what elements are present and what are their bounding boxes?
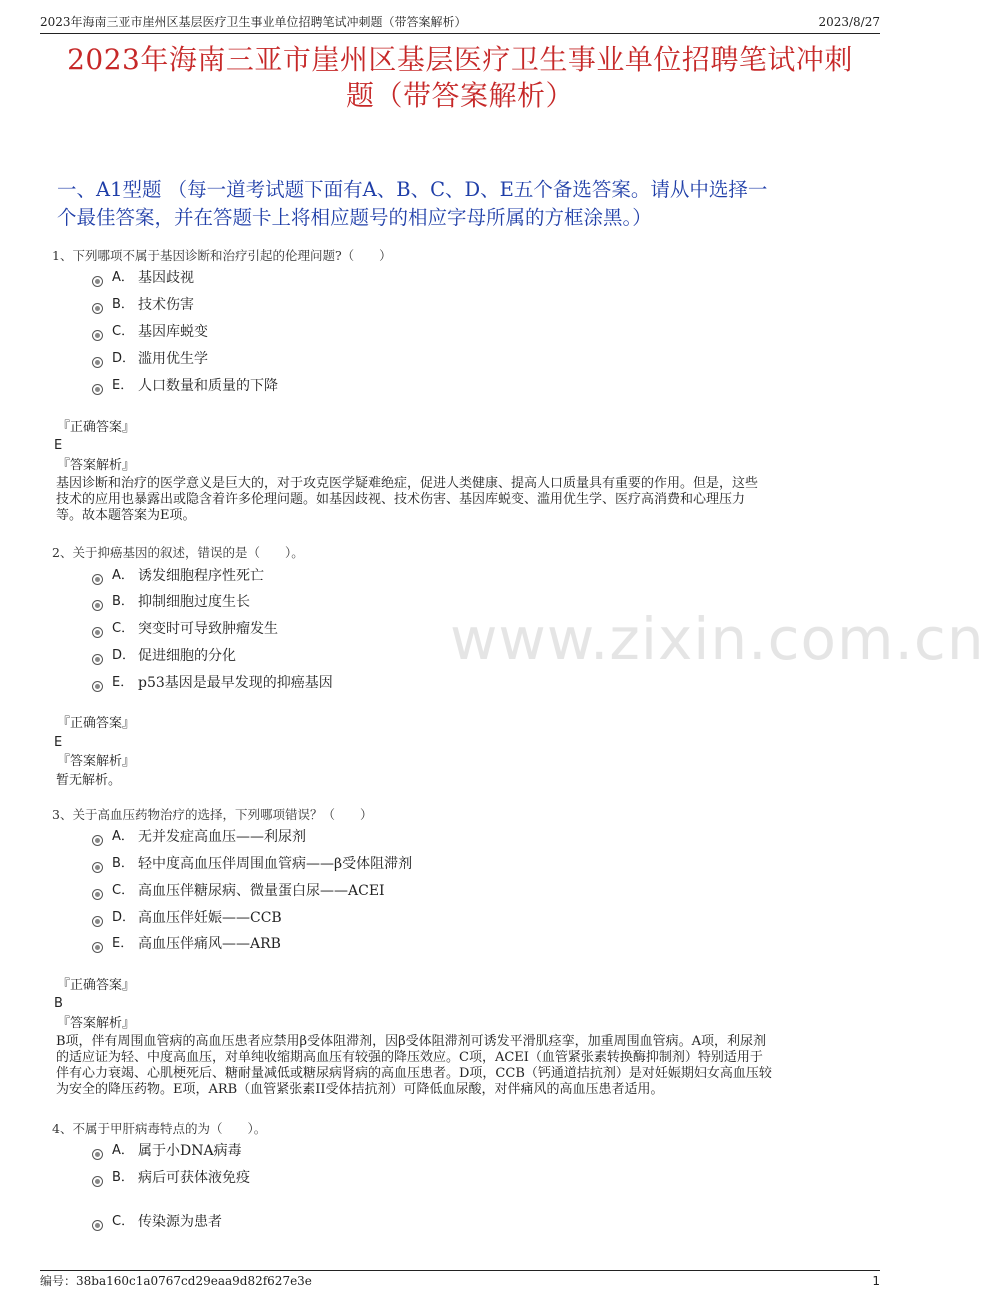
radio-icon[interactable] bbox=[92, 276, 103, 287]
option-text: 人口数量和质量的下降 bbox=[138, 378, 278, 394]
option-letter: C． bbox=[112, 1214, 135, 1229]
answer-label: 『正确答案』 bbox=[57, 716, 136, 731]
option-text: 轻中度高血压伴周围血管病——β受体阻滞剂 bbox=[138, 856, 413, 872]
option-letter: B． bbox=[112, 297, 134, 312]
option-e[interactable] bbox=[92, 673, 333, 693]
radio-icon[interactable] bbox=[92, 627, 103, 638]
option-text: p53基因是最早发现的抑癌基因 bbox=[138, 675, 333, 691]
option-letter: C． bbox=[112, 883, 135, 898]
radio-icon[interactable] bbox=[92, 330, 103, 341]
analysis-line: 伴有心力衰竭、心肌梗死后、糖耐量减低或糖尿病肾病的高血压患者。D项，CCB（钙通道拮抗剂）是对妊娠期妇女高血压较 bbox=[56, 1066, 772, 1081]
option-c[interactable] bbox=[92, 1212, 222, 1232]
radio-icon[interactable] bbox=[92, 681, 103, 692]
analysis-line: 技术的应用也暴露出或隐含着许多伦理问题。如基因歧视、技术伤害、基因库蜕变、滥用优生学、医疗高消费和心理压力 bbox=[56, 492, 746, 507]
radio-icon[interactable] bbox=[92, 357, 103, 368]
option-a[interactable] bbox=[92, 827, 306, 847]
option-text: 属于小DNA病毒 bbox=[138, 1143, 242, 1159]
option-text: 基因库蜕变 bbox=[138, 324, 208, 340]
section-heading bbox=[57, 176, 864, 232]
radio-icon[interactable] bbox=[92, 942, 103, 953]
radio-icon[interactable] bbox=[92, 600, 103, 611]
page-number: 1 bbox=[872, 1274, 880, 1288]
option-text: 促进细胞的分化 bbox=[138, 648, 236, 664]
answer-value: E bbox=[54, 438, 63, 453]
analysis-line: 暂无解析。 bbox=[56, 773, 122, 788]
radio-icon[interactable] bbox=[92, 889, 103, 900]
radio-icon[interactable] bbox=[92, 654, 103, 665]
option-letter: E． bbox=[112, 936, 134, 951]
option-text: 无并发症高血压——利尿剂 bbox=[138, 829, 306, 845]
page-footer bbox=[40, 1270, 880, 1288]
option-b[interactable] bbox=[92, 854, 412, 874]
option-text: 高血压伴糖尿病、微量蛋白尿——ACEI bbox=[138, 883, 385, 899]
section-heading-line-1: 一、A1型题 （每一道考试题下面有A、B、C、D、E五个备选答案。请从中选择一 bbox=[57, 178, 768, 201]
option-e[interactable] bbox=[92, 934, 281, 954]
radio-icon[interactable] bbox=[92, 1149, 103, 1160]
answer-value: E bbox=[54, 735, 63, 750]
option-text: 技术伤害 bbox=[138, 297, 194, 313]
option-letter: B． bbox=[112, 594, 134, 609]
question-stem: 3、关于高血压药物治疗的选择，下列哪项错误？（ ） bbox=[52, 807, 373, 822]
radio-icon[interactable] bbox=[92, 384, 103, 395]
option-c[interactable] bbox=[92, 322, 208, 342]
header-doc-title: 2023年海南三亚市崖州区基层医疗卫生事业单位招聘笔试冲刺题（带答案解析） bbox=[40, 15, 467, 29]
option-letter: A． bbox=[112, 1143, 134, 1158]
analysis-label: 『答案解析』 bbox=[57, 458, 136, 473]
radio-icon[interactable] bbox=[92, 1176, 103, 1187]
option-letter: C． bbox=[112, 621, 135, 636]
page-title-line-1: 2023年海南三亚市崖州区基层医疗卫生事业单位招聘笔试冲刺 bbox=[67, 43, 853, 76]
option-text: 抑制细胞过度生长 bbox=[138, 594, 250, 610]
option-letter: C． bbox=[112, 324, 135, 339]
answer-label: 『正确答案』 bbox=[57, 420, 136, 435]
analysis-label: 『答案解析』 bbox=[57, 1016, 136, 1031]
page-title-line-2: 题（带答案解析） bbox=[345, 79, 574, 112]
option-d[interactable] bbox=[92, 349, 208, 369]
option-text: 滥用优生学 bbox=[138, 351, 208, 367]
radio-icon[interactable] bbox=[92, 862, 103, 873]
radio-icon[interactable] bbox=[92, 303, 103, 314]
question-stem: 2、关于抑癌基因的叙述，错误的是（ ）。 bbox=[52, 545, 304, 560]
question-stem: 4、不属于甲肝病毒特点的为（ ）。 bbox=[52, 1121, 267, 1136]
option-c[interactable] bbox=[92, 881, 385, 901]
option-b[interactable] bbox=[92, 592, 250, 612]
option-text: 高血压伴痛风——ARB bbox=[138, 936, 281, 952]
analysis-label: 『答案解析』 bbox=[57, 754, 136, 769]
analysis-text bbox=[56, 476, 870, 524]
option-text: 高血压伴妊娠——CCB bbox=[138, 910, 282, 926]
option-text: 诱发细胞程序性死亡 bbox=[138, 568, 264, 584]
analysis-line: B项，伴有周围血管病的高血压患者应禁用β受体阻滞剂，因β受体阻滞剂可诱发平滑肌痉挛，加重周围血管病。A项，利尿剂 bbox=[56, 1034, 766, 1049]
header-date: 2023/8/27 bbox=[818, 15, 880, 29]
option-letter: A． bbox=[112, 568, 134, 583]
option-letter: D． bbox=[112, 910, 136, 925]
answer-label: 『正确答案』 bbox=[57, 978, 136, 993]
answer-value: B bbox=[54, 996, 63, 1011]
analysis-text bbox=[56, 1034, 870, 1098]
analysis-text bbox=[56, 773, 870, 789]
option-text: 传染源为患者 bbox=[138, 1214, 222, 1230]
option-e[interactable] bbox=[92, 376, 278, 396]
option-b[interactable] bbox=[92, 1168, 250, 1188]
option-c[interactable] bbox=[92, 619, 278, 639]
analysis-line: 基因诊断和治疗的医学意义是巨大的，对于攻克医学疑难绝症，促进人类健康、提高人口质量具有重要的作用。但是，这些 bbox=[56, 476, 759, 491]
option-letter: E． bbox=[112, 378, 134, 393]
document-id: 编号：38ba160c1a0767cd29eaa9d82f627e3e bbox=[40, 1274, 312, 1288]
option-b[interactable] bbox=[92, 295, 194, 315]
watermark: www.zixin.com.cn bbox=[450, 605, 985, 673]
option-text: 基因歧视 bbox=[138, 270, 194, 286]
option-letter: E． bbox=[112, 675, 134, 690]
radio-icon[interactable] bbox=[92, 916, 103, 927]
radio-icon[interactable] bbox=[92, 574, 103, 585]
option-d[interactable] bbox=[92, 908, 282, 928]
question-stem: 1、下列哪项不属于基因诊断和治疗引起的伦理问题?（ ） bbox=[52, 248, 392, 263]
analysis-line: 的适应证为轻、中度高血压，对单纯收缩期高血压有较强的降压效应。C项，ACEI（血管紧张素转换酶抑制剂）特别适用于 bbox=[56, 1050, 763, 1065]
option-text: 病后可获体液免疫 bbox=[138, 1170, 250, 1186]
option-letter: A． bbox=[112, 270, 134, 285]
option-a[interactable] bbox=[92, 268, 194, 288]
option-a[interactable] bbox=[92, 1141, 242, 1161]
option-letter: B． bbox=[112, 856, 134, 871]
option-letter: B． bbox=[112, 1170, 134, 1185]
radio-icon[interactable] bbox=[92, 1220, 103, 1231]
option-letter: A． bbox=[112, 829, 134, 844]
radio-icon[interactable] bbox=[92, 835, 103, 846]
option-letter: D． bbox=[112, 648, 136, 663]
option-letter: D． bbox=[112, 351, 136, 366]
analysis-line: 为安全的降压药物。E项，ARB（血管紧张素II受体拮抗剂）可降低血尿酸，对伴痛风的高血压患者适用。 bbox=[56, 1082, 664, 1097]
analysis-line: 等。故本题答案为E项。 bbox=[56, 508, 196, 523]
section-heading-line-2: 个最佳答案，并在答题卡上将相应题号的相应字母所属的方框涂黑。） bbox=[57, 206, 652, 229]
option-a[interactable] bbox=[92, 566, 264, 586]
page-title bbox=[40, 42, 880, 114]
page-header bbox=[40, 12, 880, 34]
option-text: 突变时可导致肿瘤发生 bbox=[138, 621, 278, 637]
option-d[interactable] bbox=[92, 646, 236, 666]
